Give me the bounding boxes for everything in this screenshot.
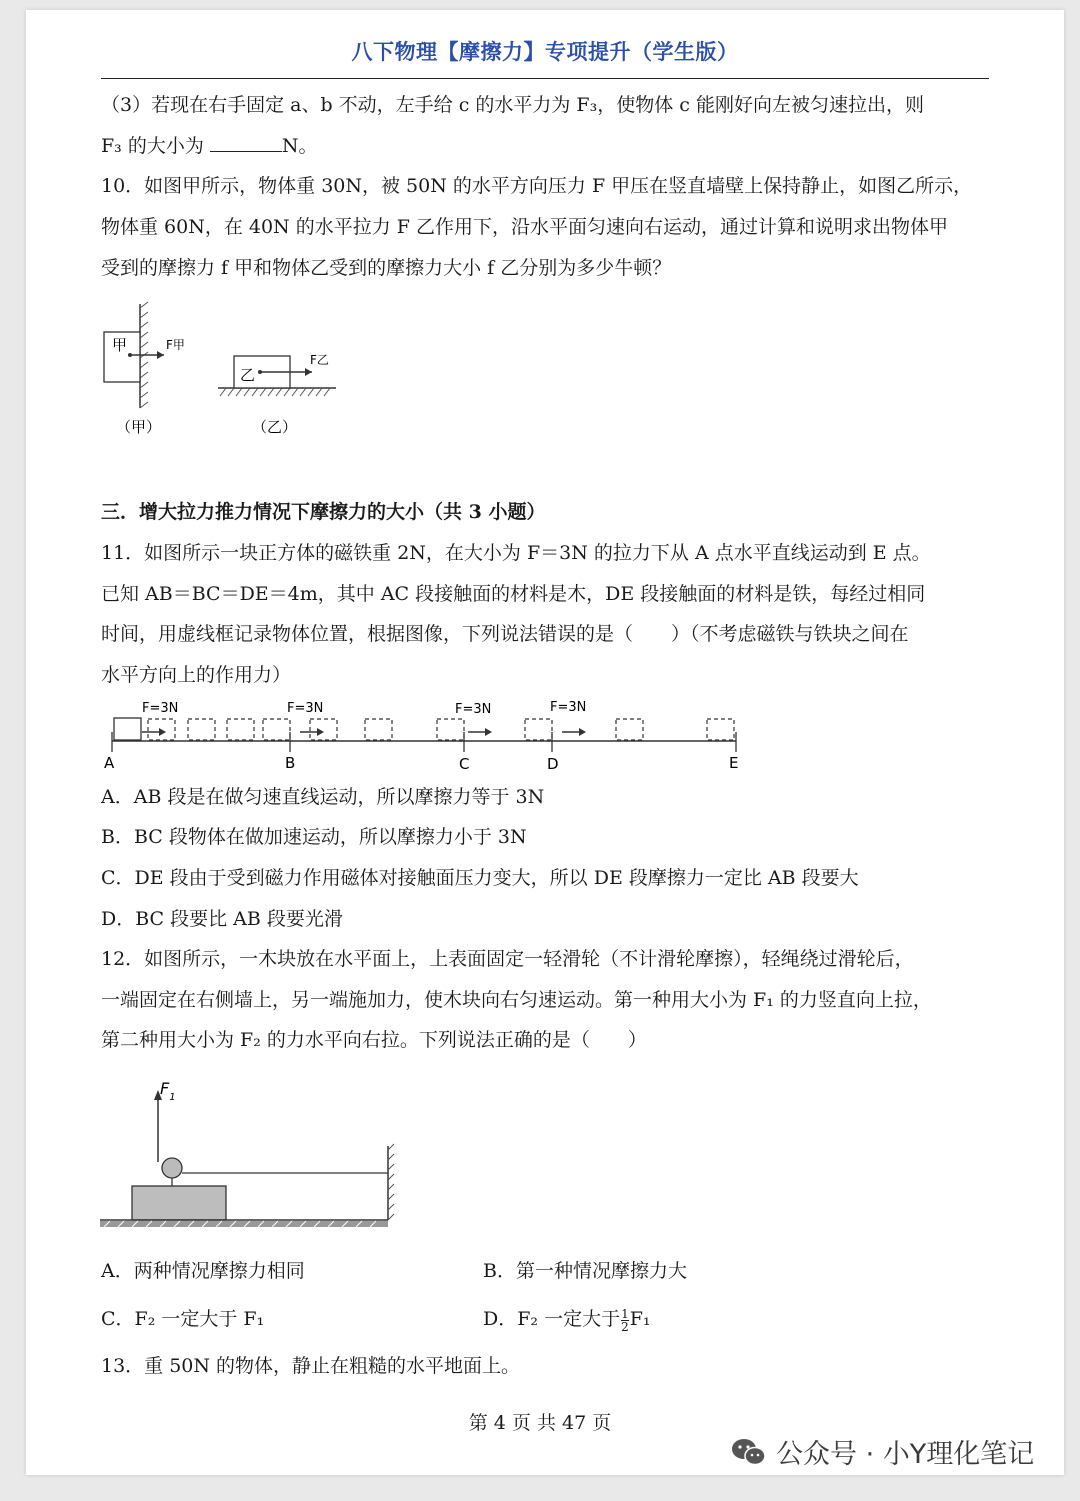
answer-blank	[210, 135, 282, 152]
q10-line3: 受到的摩擦力 f 甲和物体乙受到的摩擦力大小 f 乙分别为多少牛顿？	[101, 257, 672, 279]
force-jia-label: F甲	[166, 338, 185, 352]
page-number: 第 4 页 共 47 页	[468, 1412, 612, 1434]
wechat-icon	[730, 1437, 768, 1467]
q12-option-d	[483, 1307, 651, 1333]
q11-figure	[100, 692, 750, 774]
q9-part3-line1: （3）若现在右手固定 a、b 不动，左手给 c 的水平力为 F₃，使物体 c 能刚好向左被匀速拉出，则	[101, 94, 924, 116]
point-e: E	[729, 754, 739, 772]
q12-option-c: C．F₂ 一定大于 F₁	[101, 1308, 265, 1330]
force-f1-label: $F_1$	[160, 1079, 176, 1103]
q10-figure	[96, 298, 346, 448]
force-label: F=3N	[142, 701, 179, 716]
q13-line1: 13．重 50N 的物体，静止在粗糙的水平地面上。	[101, 1355, 521, 1377]
force-label: F=3N	[550, 700, 587, 715]
q9-part3-unit: N。	[281, 135, 318, 157]
point-b: B	[285, 754, 296, 772]
q11-option-d: D．BC 段要比 AB 段要光滑	[101, 908, 343, 930]
q10-line2: 物体重 60N，在 40N 的水平拉力 F 乙作用下，沿水平面匀速向右运动，通过计算和说明求出物体甲	[101, 216, 948, 238]
q12-option-d-text: D．F₂ 一定大于	[483, 1308, 621, 1330]
q11-line4: 水平方向上的作用力）	[101, 664, 292, 686]
q11-line2: 已知 AB＝BC＝DE＝4m，其中 AC 段接触面的材料是木，DE 段接触面的材料是铁，每经过相同	[101, 583, 926, 605]
caption-yi: （乙）	[252, 418, 298, 436]
force-label: F=3N	[455, 702, 492, 717]
wood-block	[132, 1186, 226, 1220]
force-yi-label: F乙	[310, 353, 329, 367]
point-d: D	[547, 755, 559, 773]
header-divider	[101, 78, 989, 79]
q11-line3: 时间，用虚线框记录物体位置，根据图像，下列说法错误的是（ ）（不考虑磁铁与铁块之间在	[101, 623, 909, 645]
q12-line3: 第二种用大小为 F₂ 的力水平向右拉。下列说法正确的是（ ）	[101, 1029, 647, 1051]
page-title: 八下物理【摩擦力】专项提升（学生版）	[351, 39, 739, 64]
pulley	[162, 1158, 182, 1178]
caption-jia: （甲）	[116, 418, 162, 436]
q11-option-a: A．AB 段是在做匀速直线运动，所以摩擦力等于 3N	[101, 786, 545, 808]
block-jia-label: 甲	[112, 336, 128, 354]
fraction: $\frac{1}{2}$	[621, 1306, 629, 1334]
q12-option-b: B．第一种情况摩擦力大	[483, 1260, 687, 1282]
force-label: F=3N	[287, 701, 324, 716]
q11-option-b: B．BC 段物体在做加速运动，所以摩擦力小于 3N	[101, 826, 527, 848]
q12-line2: 一端固定在右侧墙上，另一端施加力，使木块向右匀速运动。第一种用大小为 F₁ 的力竖直向上拉，	[101, 989, 932, 1011]
point-c: C	[459, 755, 470, 773]
watermark	[730, 1432, 1034, 1471]
q12-option-d-suffix: F₁	[629, 1308, 651, 1330]
q12-figure	[98, 1076, 398, 1236]
watermark-text: 公众号 · 小Y理化笔记	[776, 1439, 1035, 1470]
block-yi-label: 乙	[240, 366, 256, 384]
point-a: A	[104, 754, 115, 772]
q9-part3-line2	[101, 134, 991, 158]
q12-line1: 12．如图所示，一木块放在水平面上，上表面固定一轻滑轮（不计滑轮摩擦），轻绳绕过滑轮后，	[101, 948, 914, 970]
q10-line1: 10．如图甲所示，物体重 30N，被 50N 的水平方向压力 F 甲压在竖直墙壁上保持静止，如图乙所示，	[101, 175, 973, 197]
q11-option-c: C．DE 段由于受到磁力作用磁体对接触面压力变大，所以 DE 段摩擦力一定比 AB 段要大	[101, 867, 859, 889]
q11-line1: 11．如图所示一块正方体的磁铁重 2N，在大小为 F＝3N 的拉力下从 A 点水平直线运动到 E 点。	[101, 542, 931, 564]
q12-option-a: A．两种情况摩擦力相同	[101, 1260, 305, 1282]
section-heading: 三．增大拉力推力情况下摩擦力的大小（共 3 小题）	[101, 501, 546, 523]
q9-part3-text: F₃ 的大小为	[101, 135, 210, 157]
